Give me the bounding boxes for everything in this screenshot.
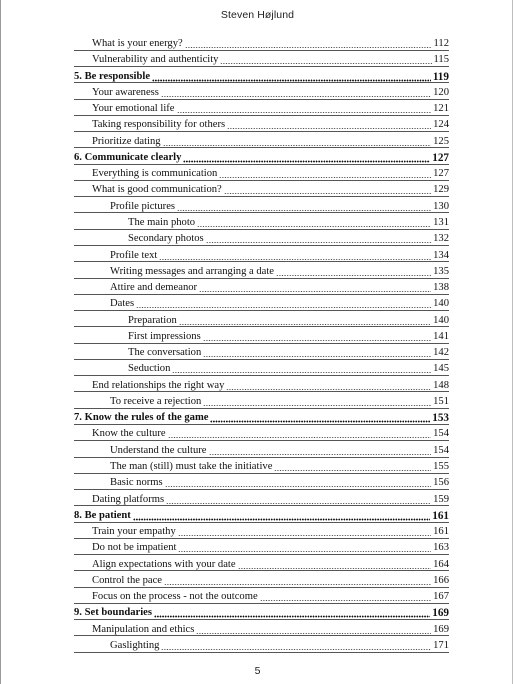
toc-entry-page: 119	[432, 70, 449, 83]
toc-entry	[92, 620, 449, 636]
dot-leader	[199, 284, 431, 293]
toc-chapter-entry	[74, 67, 449, 83]
toc-entry-page: 129	[433, 184, 449, 196]
toc-entry	[110, 197, 449, 213]
toc-entry-page: 134	[433, 249, 449, 261]
toc-entry-page: 154	[433, 444, 449, 456]
toc-entry-title: Profile pictures	[110, 200, 176, 212]
row-separator	[74, 652, 449, 653]
dot-leader	[179, 317, 431, 326]
dot-leader	[165, 479, 431, 488]
toc-entry	[110, 278, 449, 294]
toc-entry-page: 138	[433, 282, 449, 294]
toc-entry-page: 120	[433, 86, 449, 98]
dot-leader	[226, 382, 431, 391]
toc-entry-title: Dating platforms	[92, 493, 165, 505]
toc-entry	[92, 555, 449, 571]
toc-entry	[110, 262, 449, 278]
toc-entry-title: Train your empathy	[92, 526, 176, 538]
dot-leader	[227, 121, 431, 130]
dot-leader	[164, 577, 431, 586]
toc-entry-title: The main photo	[128, 216, 196, 228]
toc-entry-title: Know the culture	[92, 428, 166, 440]
toc-entry-page: 154	[433, 428, 449, 440]
toc-entry-title: End relationships the right way	[92, 379, 225, 391]
dot-leader	[161, 642, 431, 651]
toc-entry	[110, 441, 449, 457]
toc-entry-page: 166	[433, 574, 449, 586]
toc-entry-title: Writing messages and arranging a date	[110, 265, 275, 277]
toc-entry-title: 9. Set boundaries	[74, 607, 152, 619]
dot-leader	[178, 528, 431, 537]
toc-entry	[128, 311, 449, 327]
toc-entry-title: Secondary photos	[128, 233, 204, 245]
toc-entry-title: 8. Be patient	[74, 509, 131, 521]
toc-entry-title: Everything is communication	[92, 168, 218, 180]
toc-entry	[110, 246, 449, 262]
toc-entry-title: Seduction	[128, 363, 171, 375]
dot-leader	[177, 203, 431, 212]
toc-entry-page: 142	[433, 347, 449, 359]
toc-entry-page: 167	[433, 591, 449, 603]
toc-chapter-entry	[74, 148, 449, 164]
toc-chapter-entry	[74, 506, 449, 522]
toc-entry-page: 140	[433, 298, 449, 310]
dot-leader	[136, 300, 431, 309]
toc-entry	[128, 343, 449, 359]
toc-entry-title: What is good communication?	[92, 184, 222, 196]
dot-leader	[274, 463, 431, 472]
toc-entry	[110, 392, 449, 408]
dot-leader	[260, 593, 431, 602]
dot-leader	[178, 544, 431, 553]
dot-leader	[152, 73, 431, 82]
toc-entry	[92, 180, 449, 196]
dot-leader	[168, 430, 432, 439]
toc-entry	[110, 636, 449, 652]
toc-entry-title: 7. Know the rules of the game	[74, 412, 209, 424]
toc-entry-page: 151	[433, 395, 449, 407]
toc-entry-title: Dates	[110, 298, 135, 310]
running-header: Steven Højlund	[220, 9, 295, 21]
toc-entry	[128, 327, 449, 343]
toc-entry-page: 141	[433, 330, 449, 342]
toc-entry-title: The conversation	[128, 347, 202, 359]
page-number: 5	[254, 665, 261, 677]
toc-entry-page: 161	[432, 509, 449, 522]
dot-leader	[203, 398, 431, 407]
dot-leader	[177, 105, 432, 114]
toc-entry-page: 130	[433, 200, 449, 212]
toc-entry-page: 159	[433, 493, 449, 505]
dot-leader	[163, 138, 432, 147]
dot-leader	[159, 252, 431, 261]
toc-entry-title: 5. Be responsible	[74, 70, 151, 82]
toc-entry-page: 145	[433, 363, 449, 375]
toc-entry-title: Basic norms	[110, 477, 163, 489]
dot-leader	[276, 268, 431, 277]
toc-entry	[92, 538, 449, 554]
toc-entry	[128, 359, 449, 375]
dot-leader	[209, 447, 432, 456]
toc-entry-title: Do not be impatient	[92, 542, 177, 554]
toc-entry	[92, 424, 449, 440]
dot-leader	[166, 496, 431, 505]
toc-entry-page: 156	[433, 477, 449, 489]
toc-entry-page: 171	[433, 639, 449, 651]
toc-entry-page: 127	[433, 168, 449, 180]
toc-entry	[92, 490, 449, 506]
dot-leader	[183, 154, 430, 163]
toc-entry	[110, 473, 449, 489]
dot-leader	[172, 365, 431, 374]
toc-chapter-entry	[74, 603, 449, 619]
toc-entry-title: Your awareness	[92, 86, 159, 98]
dot-leader	[203, 333, 431, 342]
toc-entry	[128, 229, 449, 245]
toc-entry-title: What is your energy?	[92, 38, 183, 49]
toc-entry	[92, 164, 449, 180]
toc-entry-page: 135	[433, 265, 449, 277]
dot-leader	[219, 170, 431, 179]
toc-entry-title: Profile text	[110, 249, 158, 261]
toc-entry-page: 115	[433, 54, 449, 66]
toc-entry	[128, 213, 449, 229]
toc-entry-page: 148	[433, 379, 449, 391]
toc-entry-title: Align expectations with your date	[92, 558, 236, 570]
toc-entry	[92, 115, 449, 131]
dot-leader	[224, 186, 431, 195]
toc-entry	[92, 50, 449, 66]
toc-entry-page: 169	[433, 623, 449, 635]
toc-entry	[110, 294, 449, 310]
toc-entry-page: 161	[433, 526, 449, 538]
toc-entry-page: 169	[432, 607, 449, 620]
toc-entry-page: 124	[433, 119, 449, 131]
toc-entry	[92, 571, 449, 587]
toc-entry-title: Control the pace	[92, 574, 163, 586]
dot-leader	[206, 235, 431, 244]
toc-entry	[110, 457, 449, 473]
toc-entry-title: The man (still) must take the initiative	[110, 461, 273, 473]
dot-leader	[133, 512, 430, 521]
dot-leader	[185, 40, 432, 49]
toc-entry	[92, 99, 449, 115]
dot-leader	[220, 56, 431, 65]
dot-leader	[203, 349, 431, 358]
toc-chapter-entry	[74, 408, 449, 424]
dot-leader	[238, 561, 432, 570]
toc-entry-page: 153	[432, 412, 449, 425]
toc-entry-title: Your emotional life	[92, 103, 175, 115]
toc-entry-title: Prioritize dating	[92, 135, 161, 147]
toc-entry	[92, 132, 449, 148]
toc-entry-page: 163	[433, 542, 449, 554]
dot-leader	[196, 626, 431, 635]
toc-entry-page: 127	[432, 151, 449, 164]
toc-entry-title: Focus on the process - not the outcome	[92, 591, 258, 603]
toc-entry-title: Understand the culture	[110, 444, 207, 456]
dot-leader	[210, 414, 430, 423]
toc-entry	[92, 83, 449, 99]
toc-entry	[92, 34, 449, 50]
toc-entry-title: Taking responsibility for others	[92, 119, 226, 131]
toc-entry-page: 125	[433, 135, 449, 147]
dot-leader	[154, 609, 430, 618]
toc-entry-page: 164	[433, 558, 449, 570]
toc-entry-title: First impressions	[128, 330, 201, 342]
toc-entry-title: Preparation	[128, 314, 177, 326]
toc-entry-page: 121	[433, 103, 449, 115]
toc-entry-title: To receive a rejection	[110, 395, 202, 407]
toc-entry-title: Gaslighting	[110, 639, 160, 651]
toc-entry-page: 132	[433, 233, 449, 245]
toc-entry-title: 6. Communicate clearly	[74, 151, 182, 163]
toc-entry	[92, 376, 449, 392]
toc-entry-page: 112	[433, 38, 449, 49]
toc-entry-page: 155	[433, 461, 449, 473]
toc-entry	[92, 587, 449, 603]
toc-entry-title: Attire and demeanor	[110, 282, 198, 294]
toc-entry	[92, 522, 449, 538]
toc-entry-page: 140	[433, 314, 449, 326]
dot-leader	[197, 219, 431, 228]
dot-leader	[161, 89, 431, 98]
toc-entry-title: Vulnerability and authenticity	[92, 54, 219, 66]
toc-entry-title: Manipulation and ethics	[92, 623, 195, 635]
toc-entry-page: 131	[433, 216, 449, 228]
